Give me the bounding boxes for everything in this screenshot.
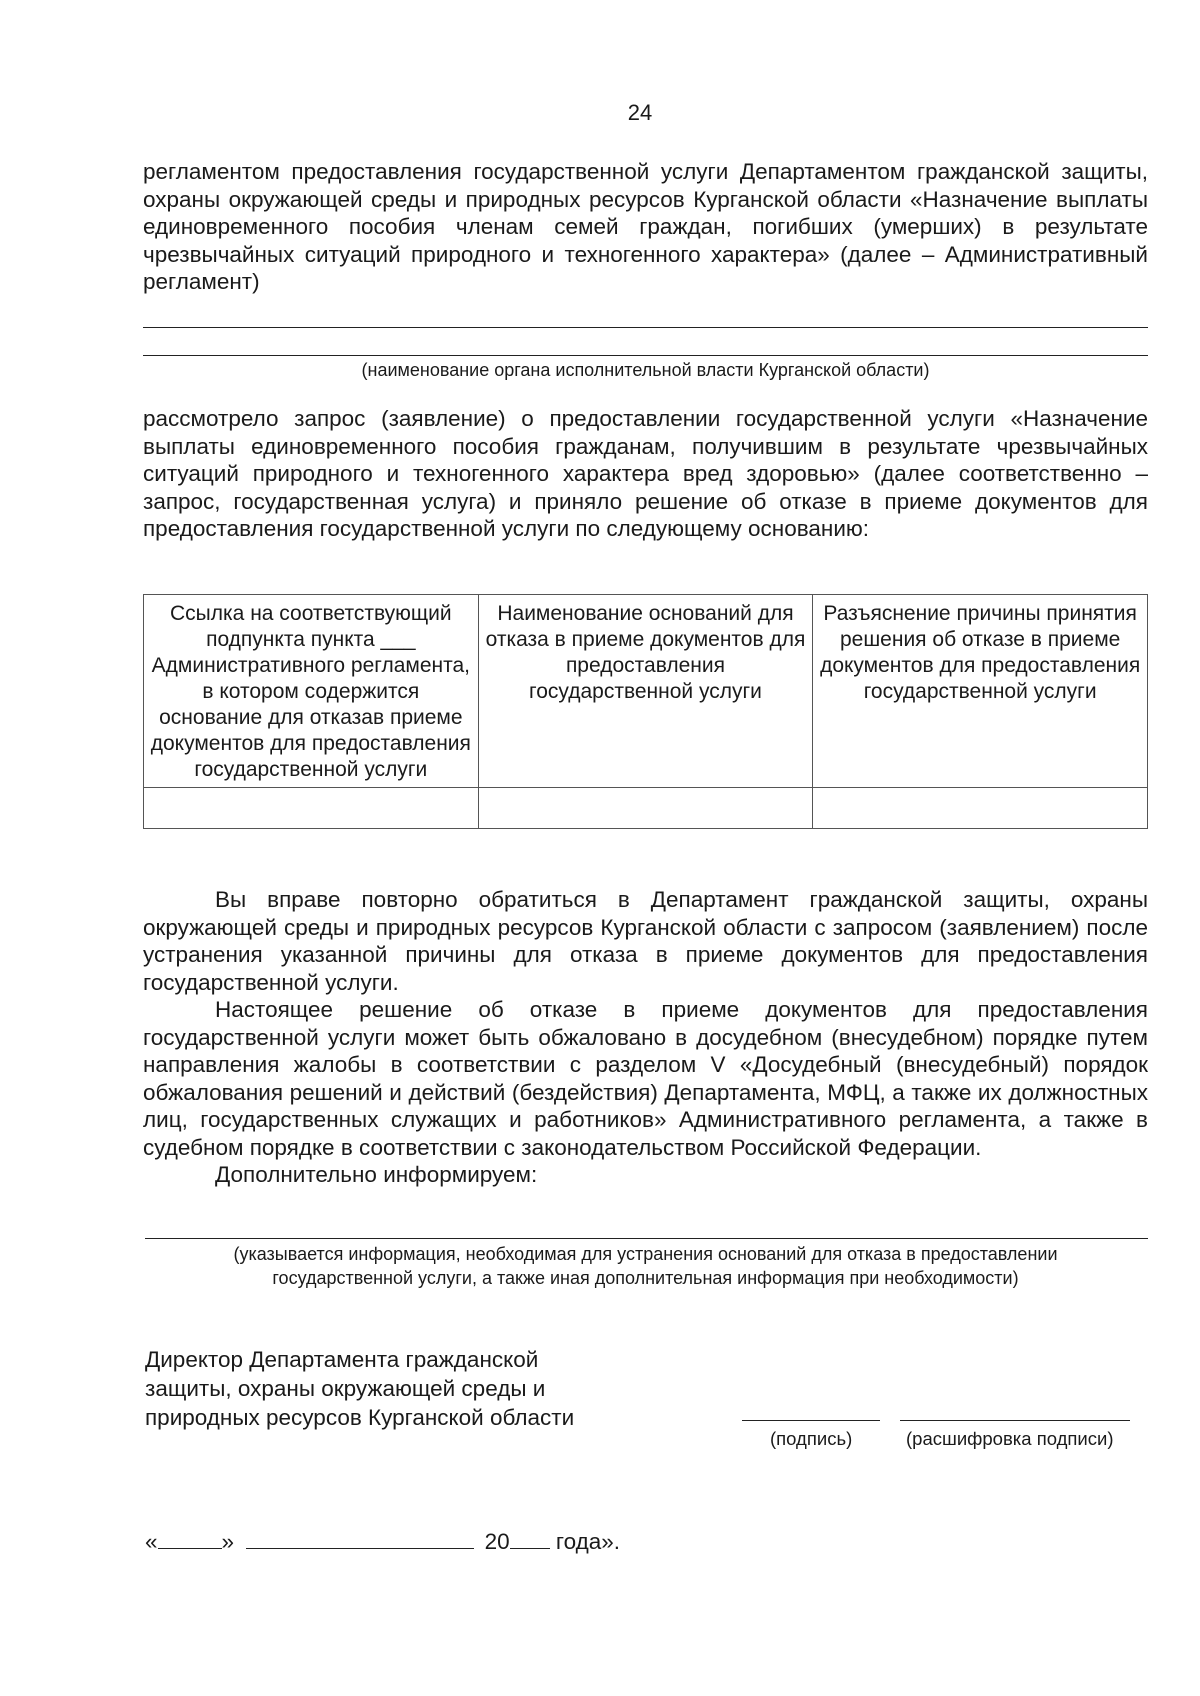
table-cell bbox=[478, 788, 813, 829]
signatory-title bbox=[145, 1345, 665, 1432]
refusal-grounds-table bbox=[143, 594, 1148, 829]
year-blank bbox=[510, 1528, 550, 1549]
signatory-line-3: природных ресурсов Курганской области bbox=[145, 1405, 575, 1430]
table-cell bbox=[144, 788, 479, 829]
reapply-paragraph: Вы вправе повторно обратиться в Департамент гражданской защиты, охраны окружающей среды и природных ресурсов Курганской области с запросом (заявлением) после устранения указанной причины для отказа в приеме документов для предоставления государственной услуги. bbox=[143, 887, 1148, 995]
decision-text: рассмотрело запрос (заявление) о предоставлении государственной услуги «Назначение выплаты единовременного пособия гражданам, получившим в результате чрезвычайных ситуаций природного и техногенного характера вред здоровью» (далее соответственно – запрос, государственная услуга) и приняло решение об отказе в приеме документов для предоставления государственной услуги по следующему основанию: bbox=[143, 406, 1148, 541]
authority-line-1 bbox=[143, 327, 1148, 328]
decision-paragraph bbox=[143, 405, 1148, 543]
date-line bbox=[145, 1528, 620, 1555]
signatory-line-2: защиты, охраны окружающей среды и bbox=[145, 1376, 546, 1401]
table-header-row bbox=[144, 595, 1148, 788]
notice-section bbox=[143, 886, 1148, 1189]
additional-info-line bbox=[145, 1238, 1148, 1239]
table-header-explanation: Разъяснение причины принятия решения об отказе в приеме документов для предоставления государственной услуги bbox=[813, 595, 1148, 788]
authority-caption: (наименование органа исполнительной власти Курганской области) bbox=[361, 360, 930, 380]
page-number: 24 bbox=[627, 100, 653, 125]
additional-caption-line-2: государственной услуги, а также иная дополнительная информация при необходимости) bbox=[272, 1268, 1019, 1288]
table-cell bbox=[813, 788, 1148, 829]
day-blank bbox=[158, 1528, 222, 1549]
additional-info-caption bbox=[143, 1242, 1148, 1290]
table-header-reference: Ссылка на соответствующий подпункта пункта ___ Административного регламента, в котором содержится основание для отказав приеме документов для предоставления государственной услуги bbox=[144, 595, 479, 788]
signature-decoding-line bbox=[900, 1420, 1130, 1421]
appeal-paragraph: Настоящее решение об отказе в приеме документов для предоставления государственной услуги может быть обжаловано в досудебном (внесудебном) порядке путем направления жалобы в соответствии с разделом V «Досудебный (внесудебный) порядок обжалования решений и действий (бездействия) Департамента, МФЦ, а также их должностных лиц, государственных служащих и работников» Административного регламента, а также в судебном порядке в соответствии с законодательством Российской Федерации. bbox=[143, 997, 1148, 1160]
signature-caption: (подпись) bbox=[770, 1428, 853, 1449]
additional-info-label: Дополнительно информируем: bbox=[215, 1162, 538, 1187]
authority-line-2 bbox=[143, 355, 1148, 356]
additional-caption-line-1: (указывается информация, необходимая для устранения оснований для отказа в предоставлении bbox=[233, 1244, 1058, 1264]
signatory-line-1: Директор Департамента гражданской bbox=[145, 1347, 539, 1372]
intro-paragraph bbox=[143, 158, 1148, 296]
year-suffix: года». bbox=[555, 1529, 620, 1554]
table-header-grounds: Наименование оснований для отказа в приеме документов для предоставления государственной услуги bbox=[478, 595, 813, 788]
intro-text: регламентом предоставления государственной услуги Департаментом гражданской защиты, охраны окружающей среды и природных ресурсов Курганской области «Назначение выплаты единовременного пособия членам семей граждан, погибших (умерших) в результате чрезвычайных ситуаций природного и техногенного характера» (далее – Административный регламент) bbox=[143, 159, 1148, 294]
table-row bbox=[144, 788, 1148, 829]
year-prefix: 20 bbox=[484, 1529, 510, 1554]
date-open-quote: « bbox=[145, 1529, 158, 1554]
date-close-quote: » bbox=[221, 1529, 235, 1554]
month-blank bbox=[246, 1528, 474, 1549]
signature-line bbox=[742, 1420, 880, 1421]
signature-decoding-caption: (расшифровка подписи) bbox=[906, 1428, 1114, 1449]
